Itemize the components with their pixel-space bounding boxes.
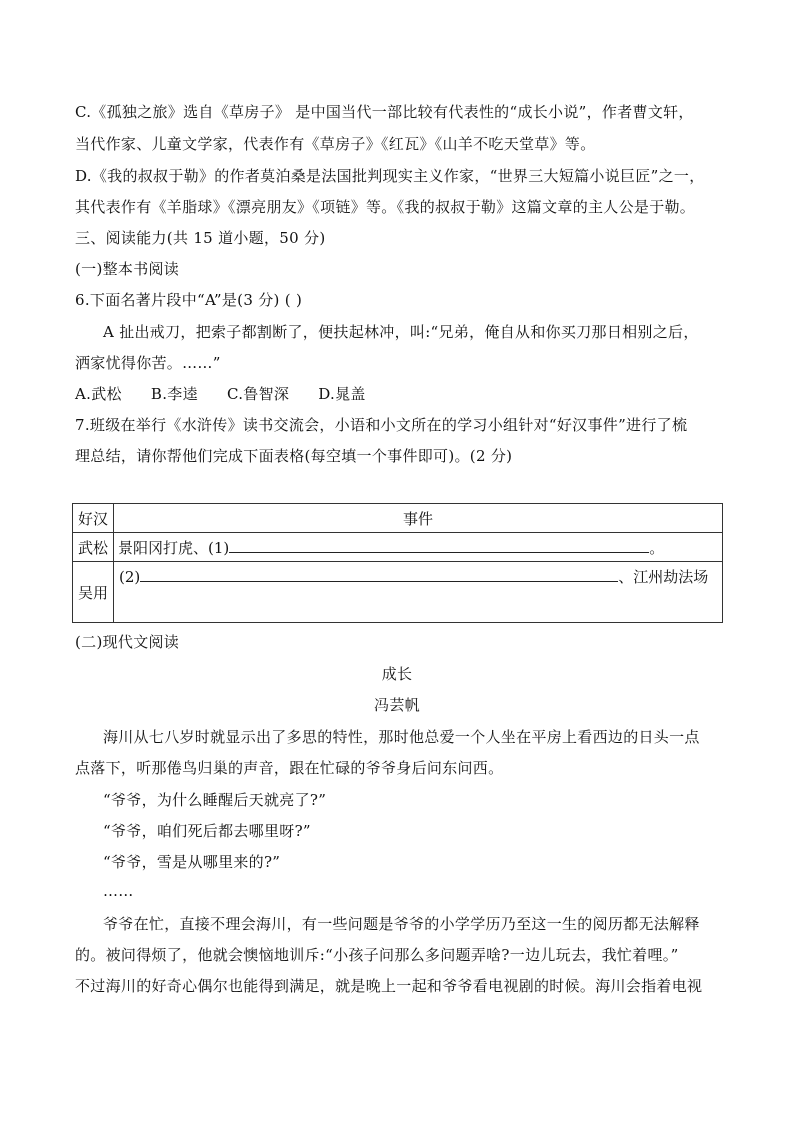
question-7-line1: 7.班级在举行《水浒传》读书交流会，小语和小文所在的学习小组针对“好汉事件”进行了梳 [75, 416, 688, 434]
question-6-stem: 6.下面名著片段中“A”是(3 分) ( ) [75, 291, 303, 309]
option-d-line2: 其代表作有《羊脂球》《漂亮朋友》《项链》等。《我的叔叔于勒》这篇文章的主人公是于勒。 [75, 198, 696, 216]
table-row [73, 562, 723, 623]
answer-blank-2[interactable] [140, 567, 618, 582]
article-author: 冯芸帆 [374, 696, 420, 714]
option-d: D.晁盖 [318, 385, 366, 403]
table-header-row [73, 504, 723, 533]
part-two-heading: (二)现代文阅读 [75, 633, 180, 651]
row2-event [114, 562, 723, 623]
paragraph2-line1: 爷爷在忙，直接不理会海川，有一些问题是爷爷的小学学历乃至这一生的阅历都无法解释 [103, 915, 700, 933]
question-7-line2: 理总结，请你帮他们完成下面表格(每空填一个事件即可)。(2 分) [75, 447, 513, 465]
question-c: “爷爷，雪是从哪里来的?” [103, 853, 281, 871]
option-a: A.武松 [75, 385, 122, 403]
row1-hero: 武松 [73, 533, 114, 562]
option-b: B.李逵 [150, 385, 198, 403]
paragraph1-line2: 点落下，听那倦鸟归巢的声音，跟在忙碌的爷爷身后问东问西。 [75, 759, 504, 777]
hero-events-table [72, 503, 723, 623]
row2-hero: 吴用 [73, 562, 114, 623]
row1-suffix: 。 [649, 538, 665, 557]
option-c: C.鲁智深 [226, 385, 290, 403]
paragraph2-line2: 的。被问得烦了，他就会懊恼地训斥:“小孩子问那么多问题弄啥?一边儿玩去，我忙着哩。” [75, 946, 679, 964]
row2-prefix: (2) [119, 568, 141, 586]
question-6-passage-line2: 洒家忧得你苦。……” [75, 354, 221, 372]
answer-blank-1[interactable] [229, 538, 649, 553]
header-hero: 好汉 [73, 504, 114, 533]
question-a: “爷爷，为什么睡醒后天就亮了?” [103, 791, 327, 809]
table-row [73, 533, 723, 562]
part-one-heading: (一)整本书阅读 [75, 260, 180, 278]
row2-suffix: 、江州劫法场 [618, 568, 709, 586]
paragraph2-line3: 不过海川的好奇心偶尔也能得到满足，就是晚上一起和爷爷看电视剧的时候。海川会指着电视 [75, 977, 703, 995]
article-title: 成长 [381, 665, 413, 683]
question-6-options [75, 384, 725, 404]
row1-prefix: 景阳冈打虎、(1) [118, 538, 230, 557]
row1-event [114, 533, 723, 562]
option-c-line1: C.《孤独之旅》选自《草房子》 是中国当代一部比较有代表性的“成长小说”，作者曹文轩， [75, 103, 694, 121]
option-c-line2: 当代作家、儿童文学家，代表作有《草房子》《红瓦》《山羊不吃天堂草》等。 [75, 135, 596, 153]
option-d-line1: D.《我的叔叔于勒》的作者莫泊桑是法国批判现实主义作家，“世界三大短篇小说巨匠”之一， [75, 167, 705, 185]
section-heading: 三、阅读能力(共 15 道小题，50 分) [75, 229, 326, 247]
question-6-passage-line1: A 扯出戒刀，把索子都割断了，便扶起林冲，叫:“兄弟，俺自从和你买刀那日相别之后， [103, 323, 699, 341]
header-event: 事件 [114, 504, 723, 533]
ellipsis: …… [103, 882, 134, 900]
paragraph1-line1: 海川从七八岁时就显示出了多思的特性，那时他总爱一个人坐在平房上看西边的日头一点 [103, 728, 700, 746]
question-b: “爷爷，咱们死后都去哪里呀?” [103, 822, 311, 840]
